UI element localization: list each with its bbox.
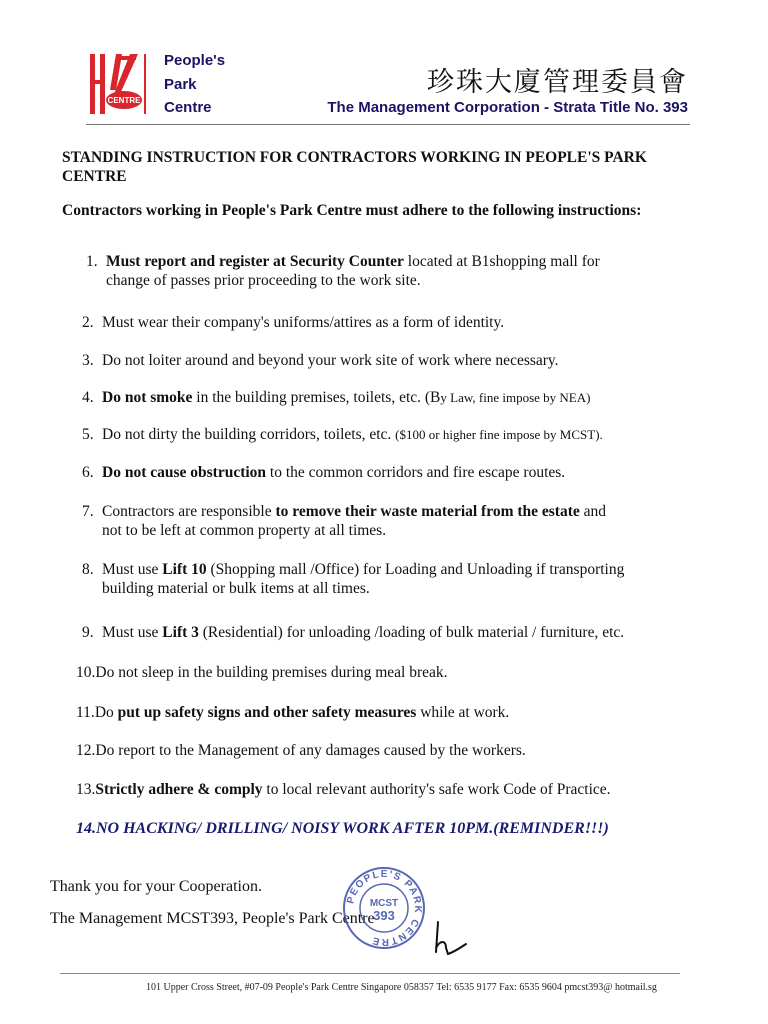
item-continuation: change of passes prior proceeding to the work site. [106, 272, 421, 289]
instruction-item-14-reminder: 14.NO HACKING/ DRILLING/ NOISY WORK AFTER 10PM.(REMINDER!!!) [76, 820, 609, 837]
item-number: 1. [86, 253, 98, 270]
item-number: 10. [76, 664, 96, 681]
item-continuation: building material or bulk items at all times. [102, 580, 370, 597]
instruction-item-1 [86, 252, 706, 290]
logo-centre-text: CENTRE [107, 96, 141, 105]
brand-line-park: Park [164, 76, 197, 93]
item-number: 6. [82, 464, 94, 481]
header-divider [86, 124, 690, 125]
footer-address: 101 Upper Cross Street, #07-09 People's Park Centre Singapore 058357 Tel: 6535 9177 Fax: 6535 9604 pmcst393@ hotmail.sg [146, 982, 657, 993]
item-text: to the common corridors and fire escape routes. [266, 464, 566, 481]
item-text: (Residential) for unloading /loading of bulk material / furniture, etc. [198, 624, 625, 641]
management-signoff: The Management MCST393, People's Park Centre [50, 910, 375, 927]
item-text: in the building premises, toilets, etc. (B [192, 389, 441, 406]
instruction-item-13 [76, 780, 611, 799]
intro-text: Contractors working in People's Park Centre must adhere to the following instructions: [62, 202, 642, 219]
instruction-item-11 [76, 703, 509, 722]
item-number: 7. [82, 503, 94, 520]
item-bold-text: Lift 3 [162, 624, 199, 641]
mcst-stamp-seal [342, 866, 426, 950]
footer-divider [60, 973, 680, 974]
item-bold-text: put up safety signs and other safety measures [117, 704, 417, 721]
instruction-item-12 [76, 741, 526, 760]
item-text: located at B1shopping mall for [403, 253, 600, 270]
item-text: Must use [102, 624, 163, 641]
item-text: Must use [102, 561, 163, 578]
instruction-item-5 [82, 425, 603, 444]
item-number: 3. [82, 352, 94, 369]
item-number: 8. [82, 561, 94, 578]
item-text: while at work. [416, 704, 510, 721]
item-text: Do report to the Management of any damages caused by the workers. [95, 742, 526, 759]
brand-line-centre: Centre [164, 99, 212, 116]
item-text: Do [94, 704, 118, 721]
item-text: (Shopping mall /Office) for Loading and Unloading if transporting [206, 561, 625, 578]
instruction-item-4 [82, 388, 590, 407]
item-text: Must wear their company's uniforms/attires as a form of identity. [102, 314, 505, 331]
item-bold-text: Lift 10 [162, 561, 207, 578]
item-small-text: ($100 or higher fine impose by MCST). [395, 427, 603, 442]
item-text: and [579, 503, 607, 520]
item-text: Contractors are responsible [102, 503, 276, 520]
item-text: Do not sleep in the building premises during meal break. [95, 664, 448, 681]
item-text: to local relevant authority's safe work Code of Practice. [262, 781, 611, 798]
item-small-text: y Law, fine impose by NEA) [440, 390, 591, 405]
item-continuation: not to be left at common property at all times. [102, 522, 387, 539]
item-number: 11. [76, 704, 95, 721]
chinese-title: 珍珠大廈管理委員會 [427, 67, 688, 98]
item-bold-text: Must report and register at Security Counter [106, 253, 404, 270]
peoples-park-logo [86, 50, 158, 120]
handwritten-signature [430, 918, 470, 958]
instruction-item-2 [82, 313, 504, 332]
document-heading: STANDING INSTRUCTION FOR CONTRACTORS WORKING IN PEOPLE'S PARK CENTRE [62, 149, 647, 185]
instruction-item-3 [82, 351, 559, 370]
stamp-center-number: 393 [373, 908, 395, 923]
instruction-item-10 [76, 663, 448, 682]
instruction-item-8 [82, 560, 712, 598]
instruction-item-7 [82, 502, 702, 540]
item-number: 9. [82, 624, 94, 641]
thank-you-line: Thank you for your Cooperation. [50, 878, 262, 895]
item-bold-text: Do not smoke [102, 389, 193, 406]
item-bold-text: Strictly adhere & comply [95, 781, 263, 798]
item-bold-text: Do not cause obstruction [102, 464, 267, 481]
item-text: Do not dirty the building corridors, toilets, etc. [102, 426, 396, 443]
management-corporation-title: The Management Corporation - Strata Title No. 393 [327, 99, 688, 116]
brand-line-peoples: People's [164, 52, 226, 69]
item-text: Do not loiter around and beyond your work site of work where necessary. [102, 352, 559, 369]
item-number: 4. [82, 389, 94, 406]
item-number: 2. [82, 314, 94, 331]
item-number: 5. [82, 426, 94, 443]
item-number: 12. [76, 742, 96, 759]
stamp-center-mcst: MCST [369, 898, 399, 909]
item-number: 13. [76, 781, 96, 798]
instruction-item-6 [82, 463, 565, 482]
stamp-ring-text: PEOPLE'S PARK CENTRE [345, 868, 424, 948]
item-bold-text: to remove their waste material from the estate [275, 503, 580, 520]
instruction-item-9 [82, 623, 624, 642]
